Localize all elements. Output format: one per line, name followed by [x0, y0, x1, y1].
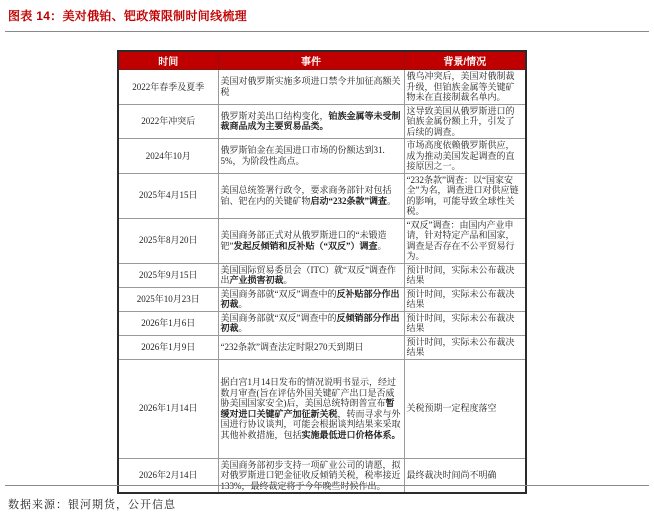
event-cell	[218, 139, 404, 174]
top-divider	[5, 31, 649, 32]
table-row	[118, 218, 526, 263]
event-text-bold: 暂缓对进口关键矿产加征新关税	[220, 398, 395, 419]
time-cell: 2024年10月	[118, 139, 218, 174]
event-text: 。	[283, 275, 293, 285]
event-text-bold: 启动“232条款”调查	[310, 195, 388, 206]
event-text-bold: 发起反倾销和反补贴（“双反”）调查	[233, 240, 378, 251]
event-text: 美国总统签署行政令，要求商务部针对包括铂、钯在内的关键矿物	[220, 185, 392, 206]
event-text: 俄罗斯铂金在美国进口市场的份额达到31.5%，为阶段性高点。	[220, 145, 385, 166]
event-text-bold: 反倾销部分作出初裁	[220, 312, 400, 333]
table-row	[118, 359, 526, 458]
time-cell: 2025年9月15日	[118, 263, 218, 287]
col-header-background: 背景/情况	[404, 51, 526, 70]
event-text-bold: 实施最低进口价格体系。	[301, 429, 401, 440]
background-cell: 市场高度依赖俄罗斯供应，成为推动美国发起调查的直接原因之一。	[404, 139, 526, 174]
table-row	[118, 104, 526, 139]
event-text: 美国商务部就“双反”调查中的	[220, 312, 337, 323]
background-cell: 关税预期一定程度落空	[404, 359, 526, 458]
background-cell: 预计时间，实际未公布裁决结果	[404, 335, 526, 359]
bottom-divider	[5, 485, 649, 486]
time-cell: 2025年4月15日	[118, 173, 218, 218]
table-row	[118, 173, 526, 218]
table-header-row	[118, 51, 526, 70]
event-text: ，转而寻求与外国进行协议谈判，可能会根据谈判结果来采取其他补救措施，包括	[220, 408, 401, 440]
event-text-bold: 反补贴部分作出初裁	[220, 288, 400, 309]
event-cell	[218, 218, 404, 263]
event-text: 。	[238, 299, 248, 309]
event-cell	[218, 311, 404, 335]
event-cell	[218, 263, 404, 287]
time-cell: 2025年10月23日	[118, 287, 218, 311]
table-row	[118, 311, 526, 335]
data-source-note: 数据来源：银河期货，公开信息	[8, 499, 176, 511]
event-cell	[218, 359, 404, 458]
background-cell: “232条款”调查：以“国家安全”为名，调查进口对供应链的影响，可能导致全球性关税。	[404, 173, 526, 218]
col-header-time: 时间	[118, 51, 218, 70]
event-text: 美国对俄罗斯实施多项进口禁令并加征高额关税	[220, 76, 401, 97]
event-text: “232条款”调查法定时限270天到期日	[220, 341, 364, 352]
event-text: 美国商务部正式对从俄罗斯进口的“未锻造钯”	[220, 230, 387, 251]
event-cell	[218, 173, 404, 218]
table-body	[118, 70, 526, 494]
background-cell: 预计时间，实际未公布裁决结果	[404, 263, 526, 287]
time-cell: 2022年冲突后	[118, 104, 218, 139]
background-cell: 俄乌冲突后，美国对俄制裁升级，但铂族金属等关键矿物未在直接制裁名单内。	[404, 70, 526, 105]
event-cell	[218, 335, 404, 359]
figure-title: 图表 14：美对俄铂、钯政策限制时间线梳理	[8, 9, 247, 23]
time-cell: 2026年1月6日	[118, 311, 218, 335]
table-row	[118, 287, 526, 311]
background-cell: 最终裁决时间尚不明确	[404, 458, 526, 493]
event-text: 美国商务部初步支持一项矿业公司的请愿，拟对俄罗斯进口钯金征收反倾销关税，税率接近133%，最终裁定将于今年晚些时候作出。	[220, 459, 401, 491]
event-text: 俄罗斯对美出口结构变化，	[220, 110, 329, 121]
event-text: 。	[387, 195, 397, 206]
table-row	[118, 263, 526, 287]
table-row	[118, 70, 526, 105]
event-text: 据白宫1月14日发布的情况说明书显示，经过数月审查(旨在评估外国关键矿产出口是否威胁美国国家安全)后，美国总统特朗普宣布	[220, 377, 397, 408]
time-cell: 2026年1月9日	[118, 335, 218, 359]
policy-timeline-table	[117, 50, 527, 494]
table-row	[118, 139, 526, 174]
table-row	[118, 458, 526, 493]
event-text-bold: 铂族金属等未受制裁商品成为主要贸易品类。	[220, 110, 401, 132]
background-cell: “双反”调查：由国内产业申请，针对特定产品和国家，调查是否存在不公平贸易行为。	[404, 218, 526, 263]
time-cell: 2022年春季及夏季	[118, 70, 218, 105]
event-cell	[218, 458, 404, 493]
event-cell	[218, 104, 404, 139]
time-cell: 2025年8月20日	[118, 218, 218, 263]
background-cell: 预计时间，实际未公布裁决结果	[404, 311, 526, 335]
time-cell: 2026年2月14日	[118, 458, 218, 493]
event-cell	[218, 70, 404, 105]
col-header-event: 事件	[218, 51, 404, 70]
background-cell: 预计时间，实际未公布裁决结果	[404, 287, 526, 311]
event-text: 。	[377, 240, 387, 251]
time-cell: 2026年1月14日	[118, 359, 218, 458]
event-cell	[218, 287, 404, 311]
event-text-bold: 产业损害初裁	[229, 275, 284, 285]
event-text: 。	[238, 323, 248, 333]
event-text: 美国商务部就“双反”调查中的	[220, 288, 337, 299]
table-row	[118, 335, 526, 359]
event-text: 美国国际贸易委员会（ITC）就“双反”调查作出	[220, 264, 396, 285]
background-cell: 这导致美国从俄罗斯进口的铂族金属份额上升，引发了后续的调查。	[404, 104, 526, 139]
